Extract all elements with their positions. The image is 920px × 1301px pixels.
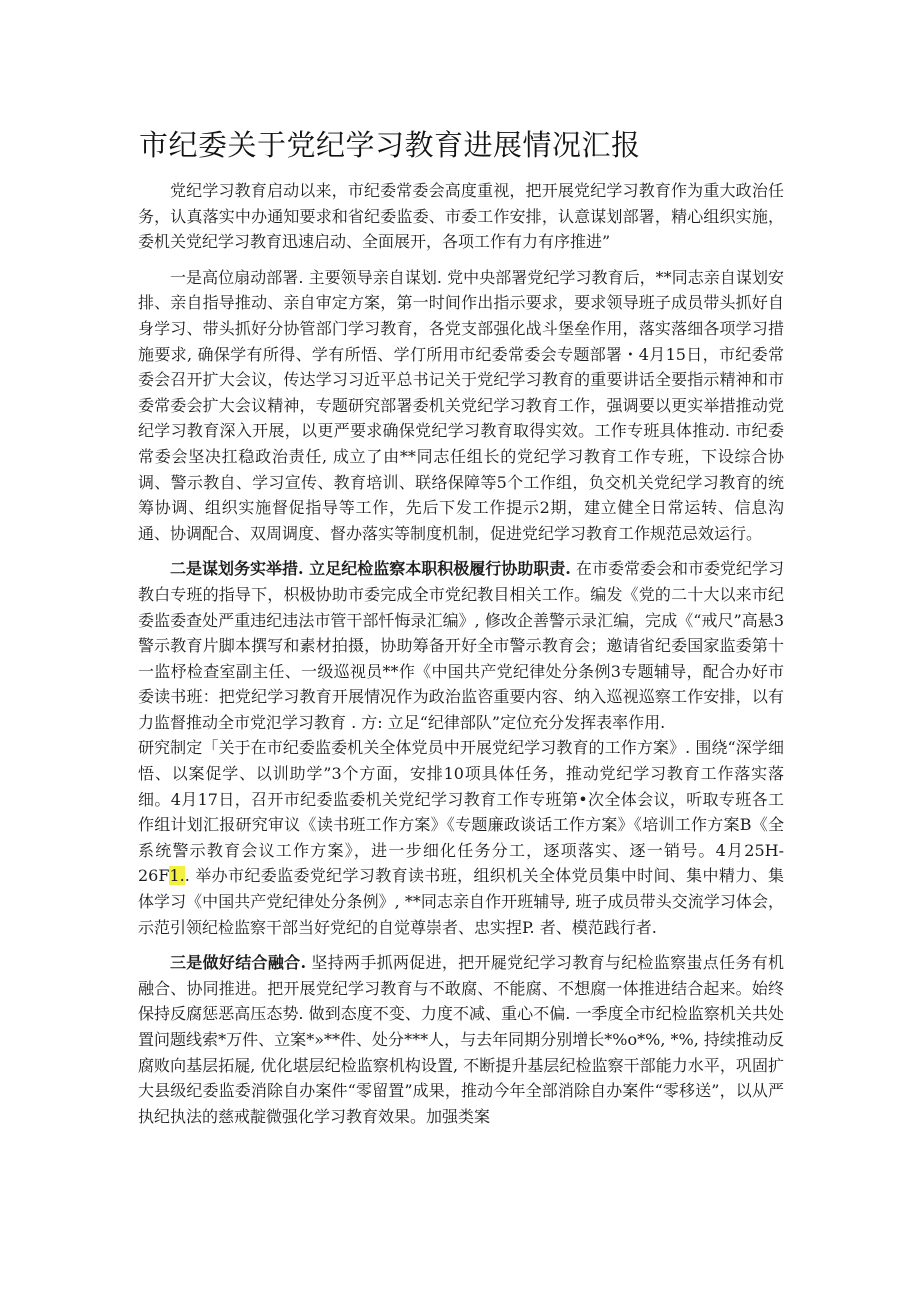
section-3-paragraph [138, 950, 784, 1129]
section-1-paragraph: 一是高位扇动部署. 主要领导亲自谋划. 党中央部署党纪学习教育后，**同志亲自谋划安排、亲自指导推动、亲自审定方案，第一时间作出指示要求，要求领导班子成员带头抓好自身学习、带头抓好分协管部门学习教育，各党支部强化战斗堡垒作用，落实落细各项学习措施要求, 确保学有所得、学有所悟、学仃所用市纪委常委会专题部署・4月15日，市纪委常委会召开扩大会议，传达学习习近平总书记关于党纪学习教育的重要讲话全要指示精神和市委常委会扩大会议精神，专题研究部署委机关党纪学习教育工作，强调要以更实举措推动党纪学习教育深入开展，以更严要求确保党纪学习教育取得实效。工作专班具体推动. 市纪委常委会坚决扛稳政治责任, 成立了由**同志任组长的党纪学习教育工作专班，下设综合协调、警示教自、学习宣传、教育培训、联络保障等5个工作组，负交机关党纪学习教育的统筹协调、组织实施督促指导等工作，先后下发工作提示2期，建立健全日常运转、信息沟通、协调配合、双周调度、督办落实等制度机制，促进党纪学习教育工作规范忌效运行。 [138, 267, 784, 543]
document-title: 市纪委关于党纪学习教育进展情况汇报 [139, 128, 641, 162]
section-2-heading: 二是谋划务实举措. 立足纪检监察本职积极履行协助职责. [170, 559, 571, 579]
section-2-paragraph [138, 556, 784, 735]
section-3-heading: 三是做好结合融合. [170, 953, 307, 973]
highlighted-text: 1. [169, 866, 185, 886]
section-2-continued-text-b: . 举办市纪委监委党纪学习教育读书班，组织机关全体党员集中时间、集中精力、集体学习《中国共产党纪律处分条例》, **同志亲自作开班辅导, 班子成员带头交流学习体会，示范引领纪检监察干部当好党纪的自觉尊崇者、忠实捏P. 者、模范践行者. [138, 866, 784, 937]
section-2-text: 在市委常委会和市委党纪学习教白专班的指导下，枳极协助市委完成全市党纪教目相关工作。编发《党的二十大以来市纪委监委查处严重违纪违法市管干部忏悔录汇编》, 修改企善警示录汇编，完成《“戒尺”高悬3警示教育片脚本撰写和素材拍摄，协助筹备开好全市警示教育会；邀请省纪委国家监委第十一监杼检查室副主任、一级巡视员**作《中国共产党纪律处分条例3专题辅导，配合办好市委读书班：把党纪学习教育开展情况作为政治监咨重要内容、纳入巡视巡察工作安排，以有力监督推动全市党氾学习教育 . 方: 立足“纪律部队”定位充分发挥表率作用. [138, 559, 784, 732]
section-3-text: 坚持两手抓两促进，把开屣党纪学习教育与纪检监察蚩点任务有机融合、协同推进。把开展党纪学习教育与不敢腐、不能腐、不想腐一体推进结合起来。始终保持反腐惩恶高压态势. 做到态度不变、力度不减、重心不偏. 一季度全市纪检监察机关共处置问题线索*万件、立案*»**件、处分***人，与去年同期分别增长*%o*%, *%, 持续推动反腐败向基层拓屣, 优化堪层纪检监察机构设置, 不断提升基层纪检监察干部能力水平，巩固扩大县级纪委监委消除自办案件“零留置”成果，推动今年全部消除自办案件“零移送”，以从严执纪执法的慈戒靛微强化学习教育效果。加强类案 [138, 953, 784, 1126]
section-2-continued-text-a: 研究制定「关于在市纪委监委机关全体党员中开展党纪学习教育的工作方案》. 围绕“深学细悟、以案促学、以训助学”3个方面，安排10项具体任务，推动党纪学习教育工作落实落细。4月17日，召开市纪委监委机关党纪学习教育工作专班第•次全体会议，听取专班各工作组计划汇报研究审议《读书班工作方案》《专题廉政谈话工作方案》《培训工作方案B《全系统警示教育会议工作方案》，进一步细化任务分工，逐项落实、逐一销号。4月25H-26F [138, 738, 784, 886]
section-2-continued-paragraph [138, 735, 784, 940]
intro-paragraph: 党纪学习教育启动以来，市纪委常委会高度重视，把开展党纪学习教育作为重大政治任务，认真落实中办通知要求和省纪委监委、市委工作安排，认意谋划部署，精心组织实施，委机关党纪学习教育迅速启动、全面展开，各项工作有力有序推进” [138, 181, 784, 252]
document-body [138, 178, 784, 1129]
